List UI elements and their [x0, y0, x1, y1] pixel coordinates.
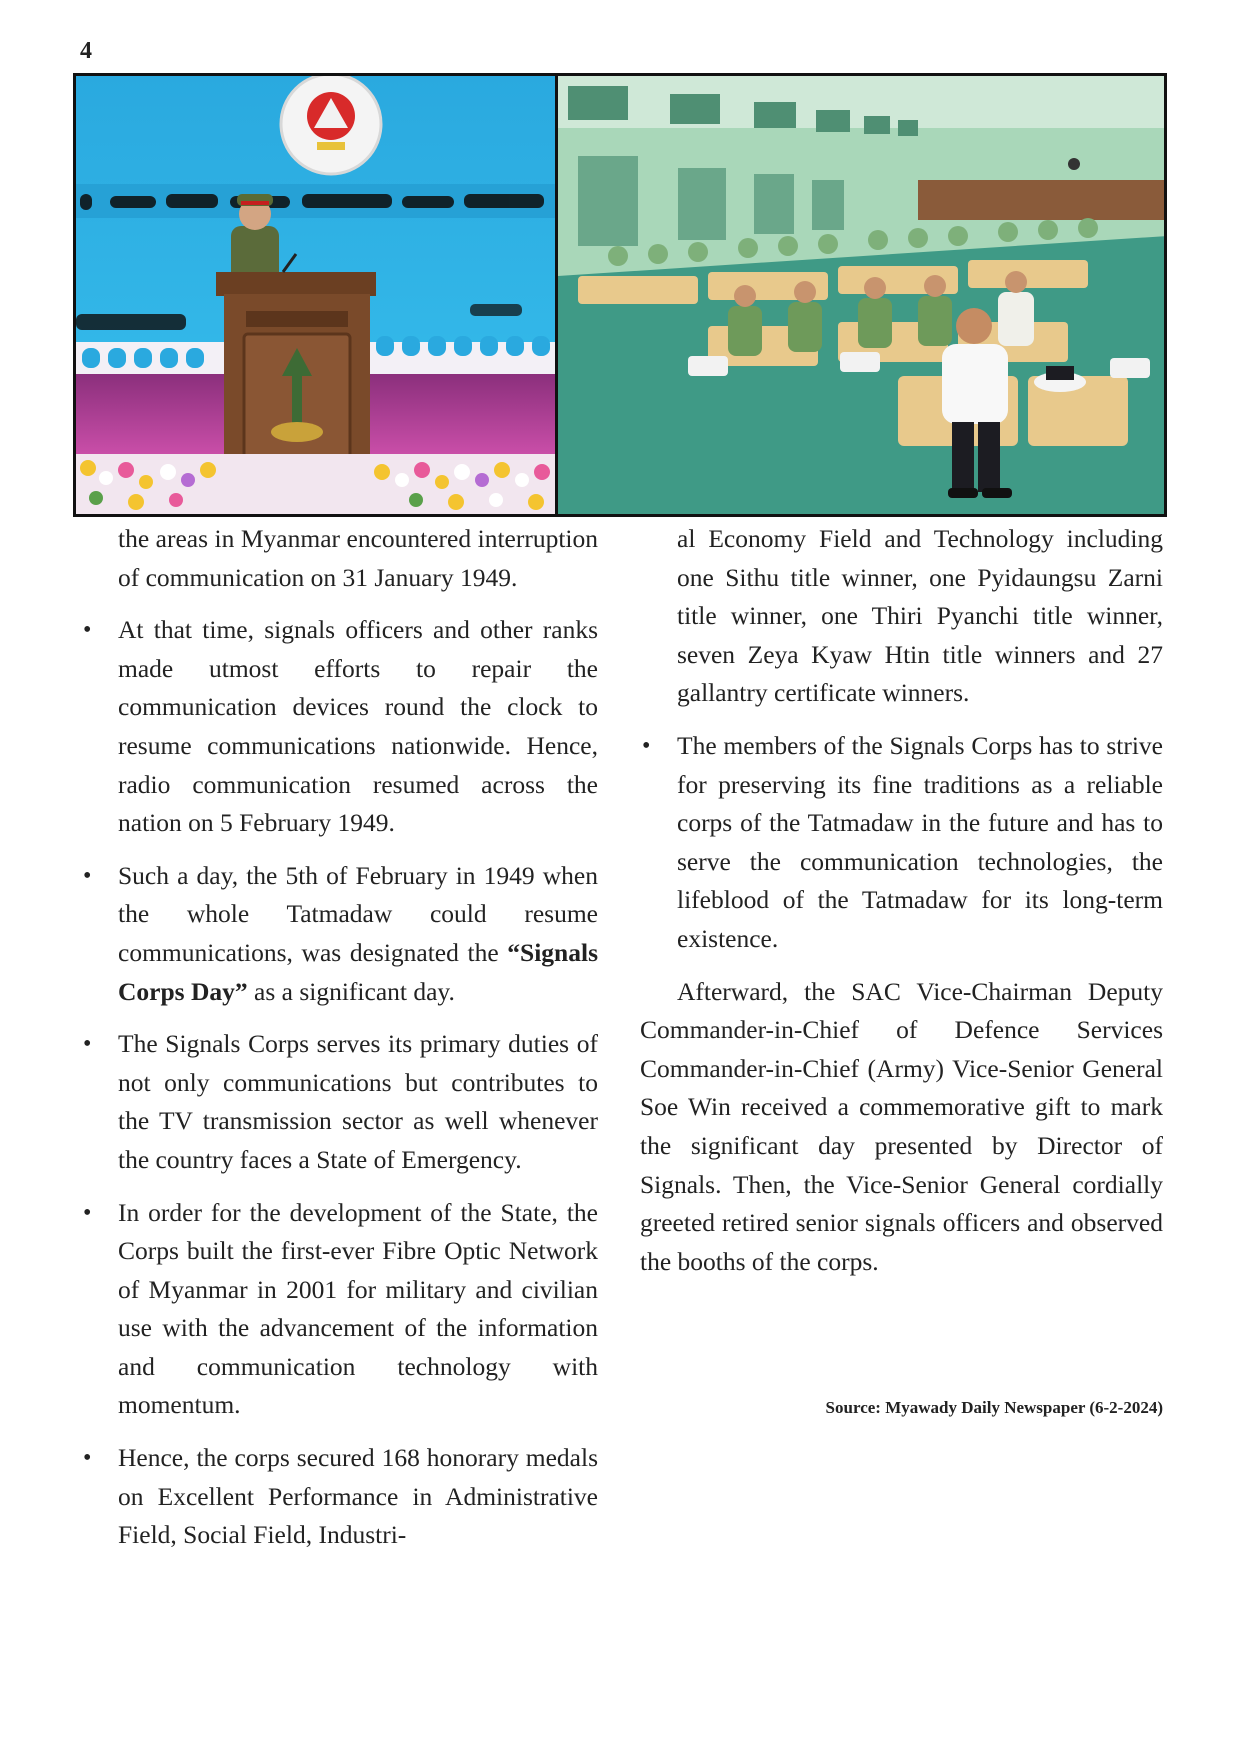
audience-photo-image — [558, 76, 1164, 514]
signals-corps-day-emphasis: “Signals Corps Day” — [118, 937, 598, 1006]
list-item — [118, 857, 598, 1011]
list-item: • The members of the Signals Corps has to strive for preserving its fine traditions as a reliable corps of the Tatmadaw in the future and has to serve the communication technologies, the lifeblood of the Tatmadaw for its long-term existence. — [677, 727, 1163, 959]
speech-photo-image — [76, 76, 555, 514]
left-column — [118, 520, 598, 1569]
list-item: • At that time, signals officers and other ranks made utmost efforts to repair the communication devices round the clock to resume communications nationwide. Hence, radio communication resumed across the nation on 5 February 1949. — [118, 611, 598, 843]
speech-photo — [76, 76, 558, 514]
list-item-text: Such a day, the 5th of February in 1949 when the whole Tatmadaw could resume communications, was designated the — [118, 860, 598, 967]
photo-strip — [73, 73, 1167, 517]
bullet-list — [640, 727, 1163, 959]
list-item: • Hence, the corps secured 168 honorary medals on Excellent Performance in Administrative Field, Social Field, Industri- — [118, 1439, 598, 1555]
list-item: • The Signals Corps serves its primary duties of not only communications but contributes to the TV transmission sector as well whenever the country faces a State of Emergency. — [118, 1025, 598, 1179]
list-item-text: as a significant day. — [247, 976, 455, 1006]
list-item: • In order for the development of the State, the Corps built the first-ever Fibre Optic Network of Myanmar in 2001 for military and civilian use with the advancement of the information and communication technology with momentum. — [118, 1194, 598, 1426]
source-credit: Source: Myawady Daily Newspaper (6-2-2024) — [825, 1398, 1163, 1417]
audience-photo — [558, 76, 1164, 514]
continued-paragraph: the areas in Myanmar encountered interruption of communication on 31 January 1949. — [118, 524, 598, 592]
continued-paragraph: al Economy Field and Technology including one Sithu title winner, one Pyidaungsu Zarni title winner, one Thiri Pyanchi title winner, seven Zeya Kyaw Htin title winners and 27 gallantry certificate winners. — [677, 524, 1163, 708]
right-column — [640, 520, 1163, 1295]
bullet-list — [118, 611, 598, 1555]
page-number: 4 — [80, 38, 92, 64]
body-paragraph: Afterward, the SAC Vice-Chairman Deputy Commander-in-Chief of Defence Services Commander-in-Chief (Army) Vice-Senior General Soe Win received a commemorative gift to mark the significant day presented by Director of Signals. Then, the Vice-Senior General cordially greeted retired senior signals officers and observed the booths of the corps. — [640, 976, 1163, 1276]
